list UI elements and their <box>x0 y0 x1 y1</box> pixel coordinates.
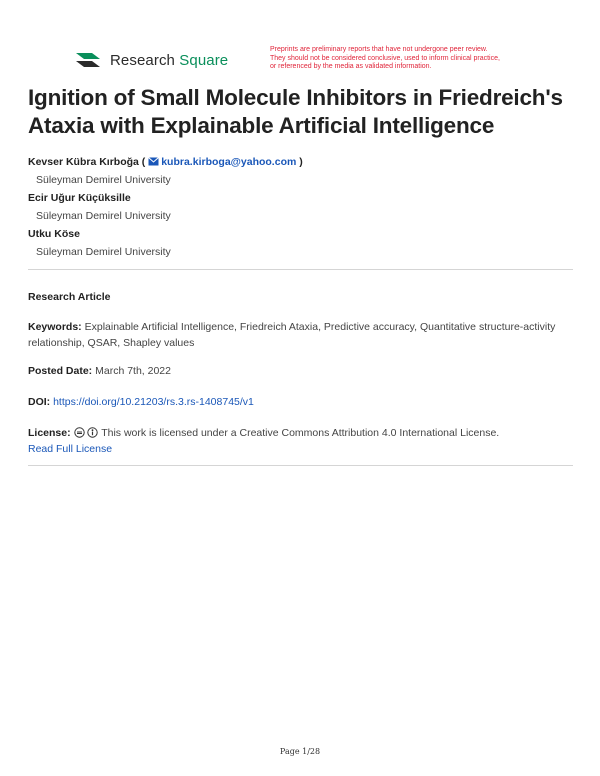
author-affiliation: Süleyman Demirel University <box>36 210 171 222</box>
author-name: Utku Köse <box>28 228 80 240</box>
page-number: Page 1/28 <box>279 747 321 756</box>
preprint-disclaimer <box>270 46 540 72</box>
disclaimer-line: Preprints are preliminary reports that have not undergone peer review. <box>270 46 488 53</box>
keywords-label: Keywords: <box>28 321 82 333</box>
posted-date <box>28 363 573 379</box>
read-full-license-link[interactable]: Read Full License <box>28 443 113 455</box>
keywords-value: Explainable Artificial Intelligence, Friedreich Ataxia, Predictive accuracy, Quantitative structure-activity relationship, QSAR, Shapley values <box>28 321 556 349</box>
author-affiliation: Süleyman Demirel University <box>36 174 171 186</box>
cc-icon <box>74 427 85 438</box>
doi-link[interactable]: https://doi.org/10.21203/rs.3.rs-1408745/v1 <box>53 396 254 408</box>
author-email-link[interactable]: kubra.kirboga@yahoo.com <box>148 156 296 168</box>
divider <box>28 465 573 466</box>
paper-title: Ignition of Small Molecule Inhibitors in Friedreich's Ataxia with Explainable Artificial Intelligence <box>28 85 563 138</box>
posted-label: Posted Date: <box>28 365 93 377</box>
divider <box>28 269 573 270</box>
disclaimer-line: or referenced by the media as validated information. <box>270 63 432 71</box>
author-name: Ecir Uğur Küçüksille <box>28 192 131 204</box>
author-affiliation: Süleyman Demirel University <box>36 246 171 258</box>
logo-text: Research Square <box>110 51 229 69</box>
posted-value: March 7th, 2022 <box>95 365 171 377</box>
disclaimer-line: They should not be considered conclusive, used to inform clinical practice, <box>270 54 500 62</box>
doi-label: DOI: <box>28 396 51 408</box>
research-square-logo-icon <box>74 49 104 71</box>
envelope-icon <box>148 157 159 166</box>
author-entry: Kevser Kübra Kırboğa ( kubra.kirboga@yahoo.com ) <box>28 156 303 168</box>
article-type: Research Article <box>28 291 111 303</box>
license <box>28 425 573 457</box>
license-text: This work is licensed under a Creative Commons Attribution 4.0 International License. <box>101 427 500 439</box>
author-list <box>28 153 303 261</box>
keywords <box>28 319 573 351</box>
attribution-icon <box>87 427 98 438</box>
doi <box>28 394 573 410</box>
author-name: Kevser Kübra Kırboğa <box>28 156 139 168</box>
license-label: License: <box>28 427 71 439</box>
research-square-logo[interactable] <box>74 49 228 71</box>
